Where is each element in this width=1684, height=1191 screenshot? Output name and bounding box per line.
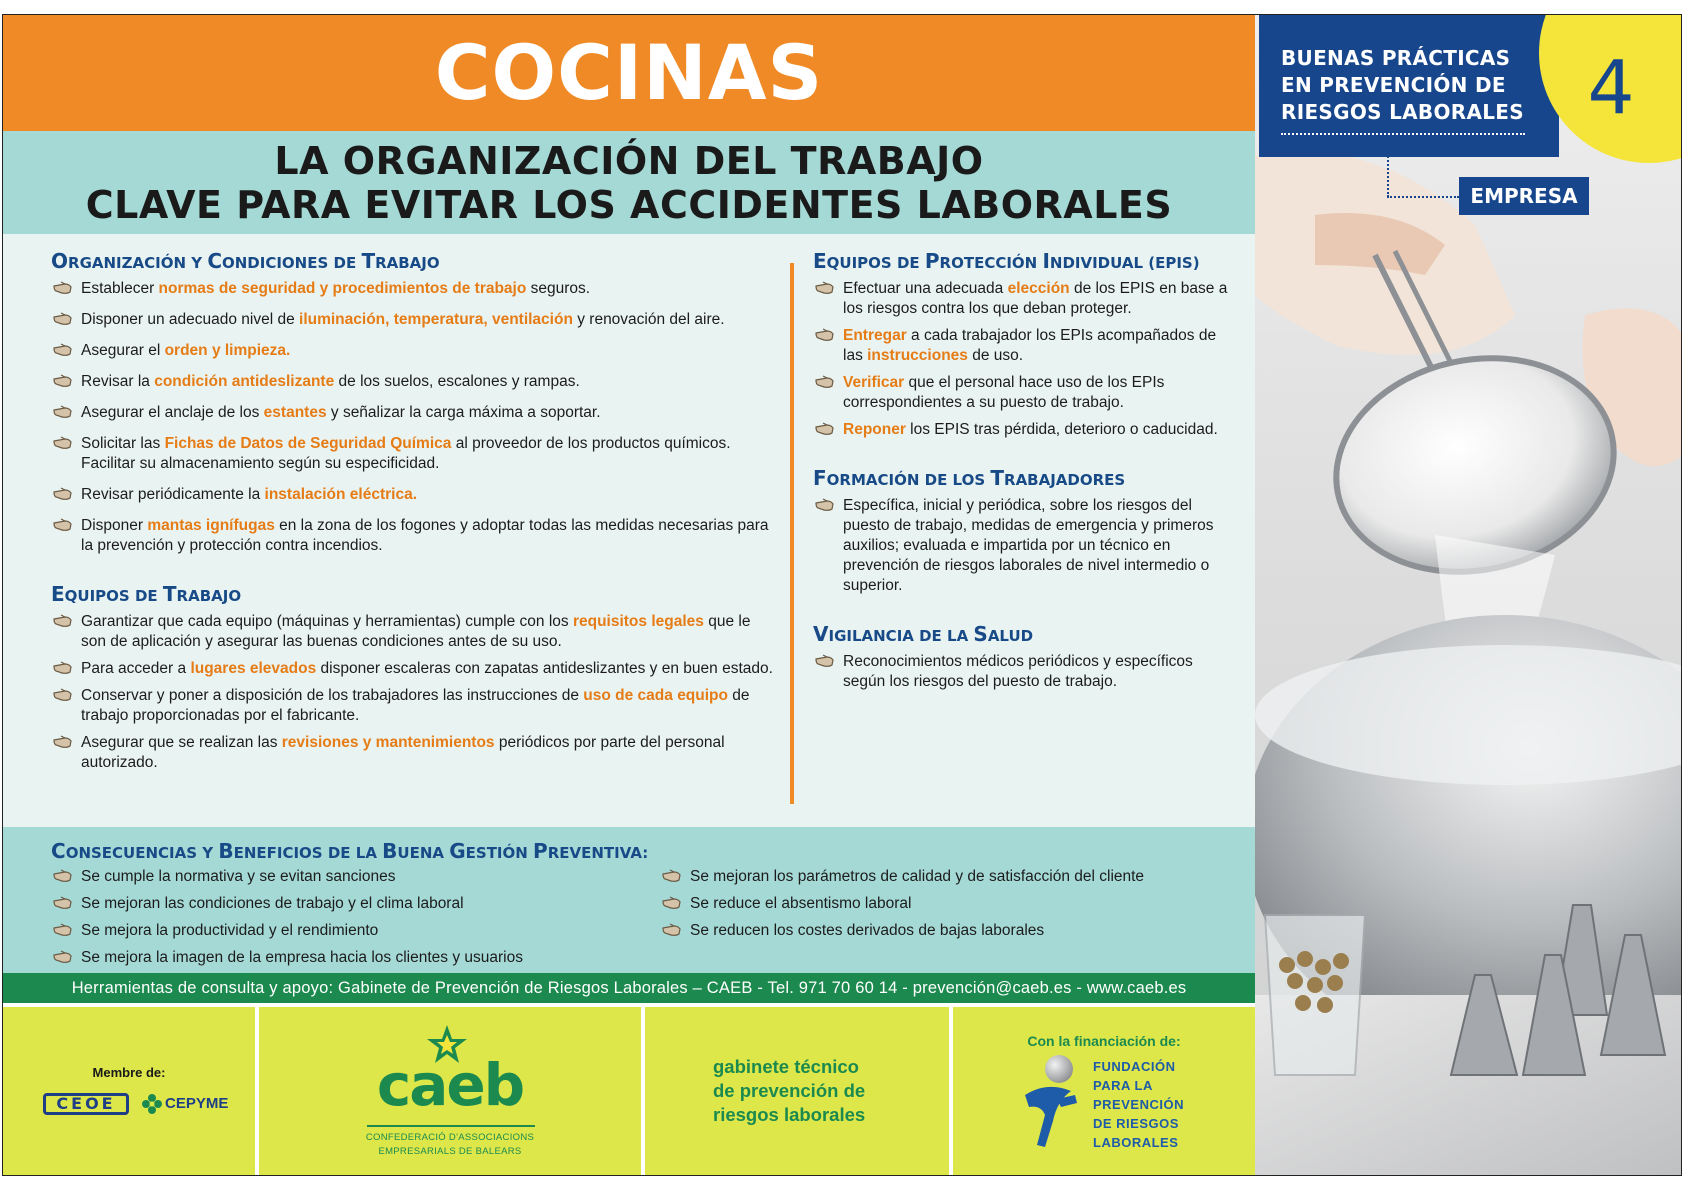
subtitle-line-1: LA ORGANIZACIÓN DEL TRABAJO: [274, 138, 984, 183]
list-item: Disponer mantas ignífugas en la zona de los fogones y adoptar todas las medidas necesarias para la prevención y protección contra incendios.: [51, 516, 776, 556]
list-item: Específica, inicial y periódica, sobre los riesgos del puesto de trabajo, medidas de emergencia y primeros auxilios; evaluada e impartida por un técnico en prevención de riesgos laborales de nivel intermedio o superior.: [813, 496, 1238, 596]
title-bar: [3, 15, 1255, 131]
section-title-epis: EQUIPOS DE PROTECCIÓN INDIVIDUAL (EPIS): [813, 249, 1200, 273]
list-equipos-trabajo: [51, 612, 776, 773]
list-item: Asegurar el orden y limpieza.: [51, 341, 776, 361]
main-content: [3, 131, 1255, 973]
section-equipos-trabajo: [51, 582, 776, 773]
list-formacion: [813, 496, 1238, 596]
pointing-hand-icon: [53, 405, 73, 419]
connector-vertical: [1387, 137, 1389, 197]
section-consecuencias: [3, 827, 1255, 973]
pointing-hand-icon: [815, 281, 835, 295]
support-contact-line: Herramientas de consulta y apoyo: Gabinete de Prevención de Riesgos Laborales – CAEB - Tel. 971 70 60 14 - prevención@caeb.es - www.caeb.es: [3, 973, 1255, 1003]
pointing-hand-icon: [53, 518, 73, 532]
list-consecuencias-right: [660, 867, 1240, 948]
left-column: [51, 249, 776, 799]
financing-label: Con la financiación de:: [1027, 1033, 1181, 1049]
buenas-practicas-title: BUENAS PRÁCTICAS EN PREVENCIÓN DE RIESGOS LABORALES: [1281, 46, 1524, 124]
caeb-subtitle-1: CONFEDERACIÓ D'ASSOCIACIONS: [365, 1132, 535, 1143]
pointing-hand-icon: [53, 950, 73, 964]
list-item: Se mejora la productividad y el rendimiento: [51, 921, 611, 941]
section-title-vigilancia: VIGILANCIA DE LA SALUD: [813, 622, 1034, 646]
pointing-hand-icon: [53, 487, 73, 501]
side-panel: [1255, 15, 1682, 1176]
list-item: Efectuar una adecuada elección de los EPIS en base a los riesgos contra los que deban proteger.: [813, 279, 1238, 319]
list-vigilancia: [813, 652, 1238, 692]
list-item: Disponer un adecuado nivel de iluminación, temperatura, ventilación y renovación del aire.: [51, 310, 776, 330]
list-item: Reconocimientos médicos periódicos y específicos según los riesgos del puesto de trabajo.: [813, 652, 1238, 692]
caeb-logo-rule: [367, 1125, 535, 1127]
right-column: [813, 249, 1238, 718]
list-item: Garantizar que cada equipo (máquinas y herramientas) cumple con los requisitos legales que le son de aplicación y asegurar las buenas condiciones antes de su uso.: [51, 612, 776, 652]
list-item: Para acceder a lugares elevados disponer escaleras con zapatas antideslizantes y en buen estado.: [51, 659, 776, 679]
dotted-rule: [1281, 133, 1525, 135]
pointing-hand-icon: [53, 374, 73, 388]
list-item: Se mejoran las condiciones de trabajo y el clima laboral: [51, 894, 611, 914]
gabinete-text: gabinete técnico de prevención de riesgos laborales: [713, 1056, 866, 1125]
list-item: Se mejoran los parámetros de calidad y de satisfacción del cliente: [660, 867, 1240, 887]
pointing-hand-icon: [53, 923, 73, 937]
footer-membership: [3, 1007, 255, 1176]
pointing-hand-icon: [53, 896, 73, 910]
pointing-hand-icon: [662, 869, 682, 883]
subtitle-band: [3, 131, 1255, 234]
column-divider: [790, 263, 794, 804]
cepyme-flower-icon: [141, 1093, 163, 1115]
section-vigilancia: [813, 622, 1238, 692]
pointing-hand-icon: [815, 498, 835, 512]
list-item: Asegurar que se realizan las revisiones y mantenimientos periódicos por parte del personal autorizado.: [51, 733, 776, 773]
section-title-formacion: FORMACIÓN DE LOS TRABAJADORES: [813, 466, 1126, 490]
empresa-badge: EMPRESA: [1459, 177, 1589, 215]
section-title-consecuencias: CONSECUENCIAS Y BENEFICIOS DE LA BUENA GESTIÓN PREVENTIVA:: [51, 839, 649, 863]
list-item: Se mejora la imagen de la empresa hacia los clientes y usuarios: [51, 948, 611, 968]
pointing-hand-icon: [53, 343, 73, 357]
fprl-logo-icon: [1017, 1051, 1085, 1151]
footer-caeb: [259, 1007, 641, 1176]
list-item: Se cumple la normativa y se evitan sanciones: [51, 867, 611, 887]
list-item: Revisar periódicamente la instalación eléctrica.: [51, 485, 776, 505]
pointing-hand-icon: [662, 896, 682, 910]
list-item: Se reduce el absentismo laboral: [660, 894, 1240, 914]
list-item: Verificar que el personal hace uso de los EPIs correspondientes a su puesto de trabajo.: [813, 373, 1238, 413]
caeb-subtitle-2: EMPRESARIALS DE BALEARS: [378, 1146, 522, 1157]
section-title-equipos-trabajo: EQUIPOS DE TRABAJO: [51, 582, 242, 606]
footer: [3, 1003, 1255, 1176]
list-organizacion: [51, 279, 776, 556]
list-item: Solicitar las Fichas de Datos de Seguridad Química al proveedor de los productos químicos. Facilitar su almacenamiento según su especificidad.: [51, 434, 776, 474]
list-item: Conservar y poner a disposición de los trabajadores las instrucciones de uso de cada equipo de trabajo proporcionadas por el fabricante.: [51, 686, 776, 726]
list-consecuencias-left: [51, 867, 611, 975]
pointing-hand-icon: [53, 869, 73, 883]
pointing-hand-icon: [815, 375, 835, 389]
list-item: Entregar a cada trabajador los EPIs acompañados de las instrucciones de uso.: [813, 326, 1238, 366]
sheet-number: 4: [1587, 45, 1635, 131]
list-item: Revisar la condición antideslizante de los suelos, escalones y rampas.: [51, 372, 776, 392]
membership-label: Membre de:: [92, 1065, 166, 1080]
buenas-practicas-box: [1259, 15, 1559, 157]
list-item: Reponer los EPIS tras pérdida, deterioro o caducidad.: [813, 420, 1238, 440]
pointing-hand-icon: [53, 436, 73, 450]
section-epis: [813, 249, 1238, 440]
ceoe-logo: CEOE: [43, 1093, 129, 1115]
page-title: COCINAS: [434, 28, 824, 117]
footer-financiacion: [953, 1007, 1255, 1176]
fprl-name: FUNDACIÓN PARA LA PREVENCIÓN DE RIESGOS LABORALES: [1093, 1059, 1184, 1150]
section-title-organizacion: ORGANIZACIÓN Y CONDICIONES DE TRABAJO: [51, 249, 440, 273]
subtitle-line-2: CLAVE PARA EVITAR LOS ACCIDENTES LABORALES: [85, 182, 1173, 227]
pointing-hand-icon: [53, 661, 73, 675]
pointing-hand-icon: [53, 735, 73, 749]
section-organizacion: [51, 249, 776, 556]
pointing-hand-icon: [53, 614, 73, 628]
poster: [2, 14, 1682, 1176]
caeb-logo-wordmark: caeb: [376, 1051, 524, 1119]
list-item: Se reducen los costes derivados de bajas laborales: [660, 921, 1240, 941]
list-item: Asegurar el anclaje de los estantes y señalizar la carga máxima a soportar.: [51, 403, 776, 423]
pointing-hand-icon: [662, 923, 682, 937]
pointing-hand-icon: [53, 312, 73, 326]
section-formacion: [813, 466, 1238, 596]
list-item: Establecer normas de seguridad y procedimientos de trabajo seguros.: [51, 279, 776, 299]
cepyme-logo-text: CEPYME: [165, 1095, 229, 1112]
footer-gabinete: [645, 1007, 949, 1176]
pointing-hand-icon: [53, 688, 73, 702]
pointing-hand-icon: [815, 654, 835, 668]
pointing-hand-icon: [815, 328, 835, 342]
pointing-hand-icon: [815, 422, 835, 436]
pointing-hand-icon: [53, 281, 73, 295]
connector-horizontal: [1387, 196, 1459, 198]
list-epis: [813, 279, 1238, 440]
